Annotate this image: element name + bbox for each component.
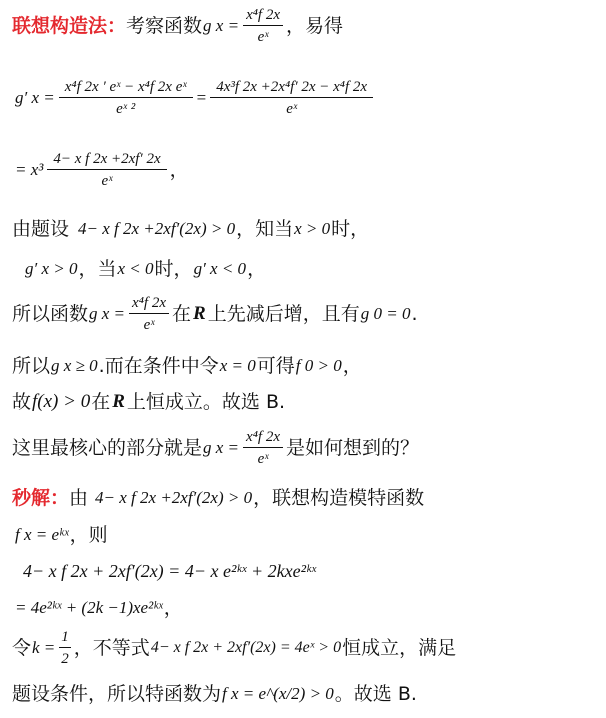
fraction xyxy=(47,150,166,190)
text: 在 xyxy=(172,302,192,325)
text: ， xyxy=(169,158,189,181)
formula: g′ x > 0 xyxy=(25,259,78,279)
text: ，知当 xyxy=(236,218,294,240)
text: 上先减后增，且有 xyxy=(207,302,360,325)
real-set-symbol: R xyxy=(112,391,125,412)
formula: 4− x f 2x +2xf′(2x) > 0 xyxy=(95,488,253,508)
line-10 xyxy=(12,487,598,510)
text: 考察函数 xyxy=(126,14,203,37)
text: 题设条件，所以特函数为 xyxy=(12,683,222,705)
equals: = xyxy=(196,87,207,107)
text: 在 xyxy=(91,391,111,413)
fraction xyxy=(129,294,169,334)
text: 令 xyxy=(12,636,32,659)
line-14 xyxy=(12,628,598,668)
line-15 xyxy=(12,683,598,706)
formula: g 0 = 0 xyxy=(360,303,411,323)
text: ， xyxy=(163,597,183,619)
text: 是如何想到的？ xyxy=(286,436,420,459)
quick-solution-label: 秒解： xyxy=(12,487,70,509)
line-8 xyxy=(12,391,598,414)
text: . xyxy=(411,302,418,325)
line-4 xyxy=(12,218,598,241)
formula: = x³ xyxy=(15,159,44,179)
text: ， xyxy=(342,355,362,377)
line-13 xyxy=(14,597,598,620)
formula: g x = xyxy=(203,15,240,35)
formula: g x = xyxy=(89,303,126,323)
fraction xyxy=(243,428,283,468)
denominator: 2 xyxy=(61,651,69,667)
formula: g′ x < 0 xyxy=(193,259,247,279)
fraction xyxy=(59,78,193,118)
formula: 4− x f 2x + 2xf′(2x) = 4− x e²ᵏˣ + 2kxe²ᵏˣ xyxy=(23,561,317,581)
denominator: eˣ xyxy=(257,451,269,467)
text: ，联想构造模特函数 xyxy=(253,487,425,509)
formula: f 0 > 0 xyxy=(295,356,342,376)
line-1 xyxy=(12,6,598,46)
text: 恒成立，满足 xyxy=(342,636,457,659)
formula: f x = eᵏˣ xyxy=(15,525,69,545)
fraction xyxy=(59,628,71,668)
text: 故 xyxy=(12,391,32,413)
numerator: x⁴f 2x xyxy=(243,6,283,26)
denominator: eˣ ² xyxy=(116,101,136,117)
formula: = 4e²ᵏˣ + (2k −1)xe²ᵏˣ xyxy=(15,598,163,618)
denominator: eˣ xyxy=(101,173,113,189)
text: 由题设 xyxy=(12,218,70,240)
line-9 xyxy=(12,428,598,468)
formula: f(x) > 0 xyxy=(32,391,91,412)
text: .而在条件中令 xyxy=(98,355,219,377)
formula: g′ x = xyxy=(15,87,55,107)
formula: 4− x f 2x + 2xf′(2x) = 4eˣ > 0 xyxy=(150,639,342,657)
text: 所以 xyxy=(12,355,51,377)
text: 由 xyxy=(69,487,89,509)
line-5 xyxy=(24,258,598,281)
fraction xyxy=(243,6,283,46)
method-label: 联想构造法： xyxy=(12,14,127,37)
denominator: eˣ xyxy=(143,317,155,333)
text: 这里最核心的部分就是 xyxy=(12,436,203,459)
denominator: eˣ xyxy=(286,101,298,117)
formula: g x ≥ 0 xyxy=(51,356,98,376)
text: 上恒成立。故选 B. xyxy=(126,391,286,413)
numerator: 4x³f 2x +2x⁴f′ 2x − x⁴f 2x xyxy=(210,78,373,98)
line-11 xyxy=(14,524,598,547)
text: 时， xyxy=(154,258,193,280)
formula: x > 0 xyxy=(294,219,331,239)
numerator: 1 xyxy=(59,628,71,648)
text: ，不等式 xyxy=(73,636,150,659)
text: 时， xyxy=(331,218,370,240)
line-6 xyxy=(12,294,598,334)
formula: f x = e^(x/2) > 0 xyxy=(222,684,334,704)
formula: g x = xyxy=(203,437,240,457)
numerator: 4− x f 2x +2xf′ 2x xyxy=(47,150,166,170)
numerator: x⁴f 2x xyxy=(243,428,283,448)
fraction xyxy=(210,78,373,118)
text: 可得 xyxy=(256,355,295,377)
text: ，易得 xyxy=(286,14,344,37)
numerator: x⁴f 2x xyxy=(129,294,169,314)
formula: 4− x f 2x +2xf′(2x) > 0 xyxy=(78,219,236,239)
text: ，则 xyxy=(69,524,108,546)
line-7 xyxy=(12,355,598,378)
real-set-symbol: R xyxy=(193,302,206,324)
formula: x = 0 xyxy=(219,356,256,376)
formula: x < 0 xyxy=(117,259,154,279)
denominator: eˣ xyxy=(257,29,269,45)
line-12 xyxy=(22,561,598,583)
text: ，当 xyxy=(78,258,117,280)
formula: k = xyxy=(32,637,56,657)
numerator: x⁴f 2x ′ eˣ − x⁴f 2x eˣ xyxy=(59,78,193,98)
line-3 xyxy=(14,150,598,190)
text: ， xyxy=(247,258,267,280)
line-2 xyxy=(14,78,598,118)
text: 。故选 B. xyxy=(334,683,417,705)
text: 所以函数 xyxy=(12,302,89,325)
